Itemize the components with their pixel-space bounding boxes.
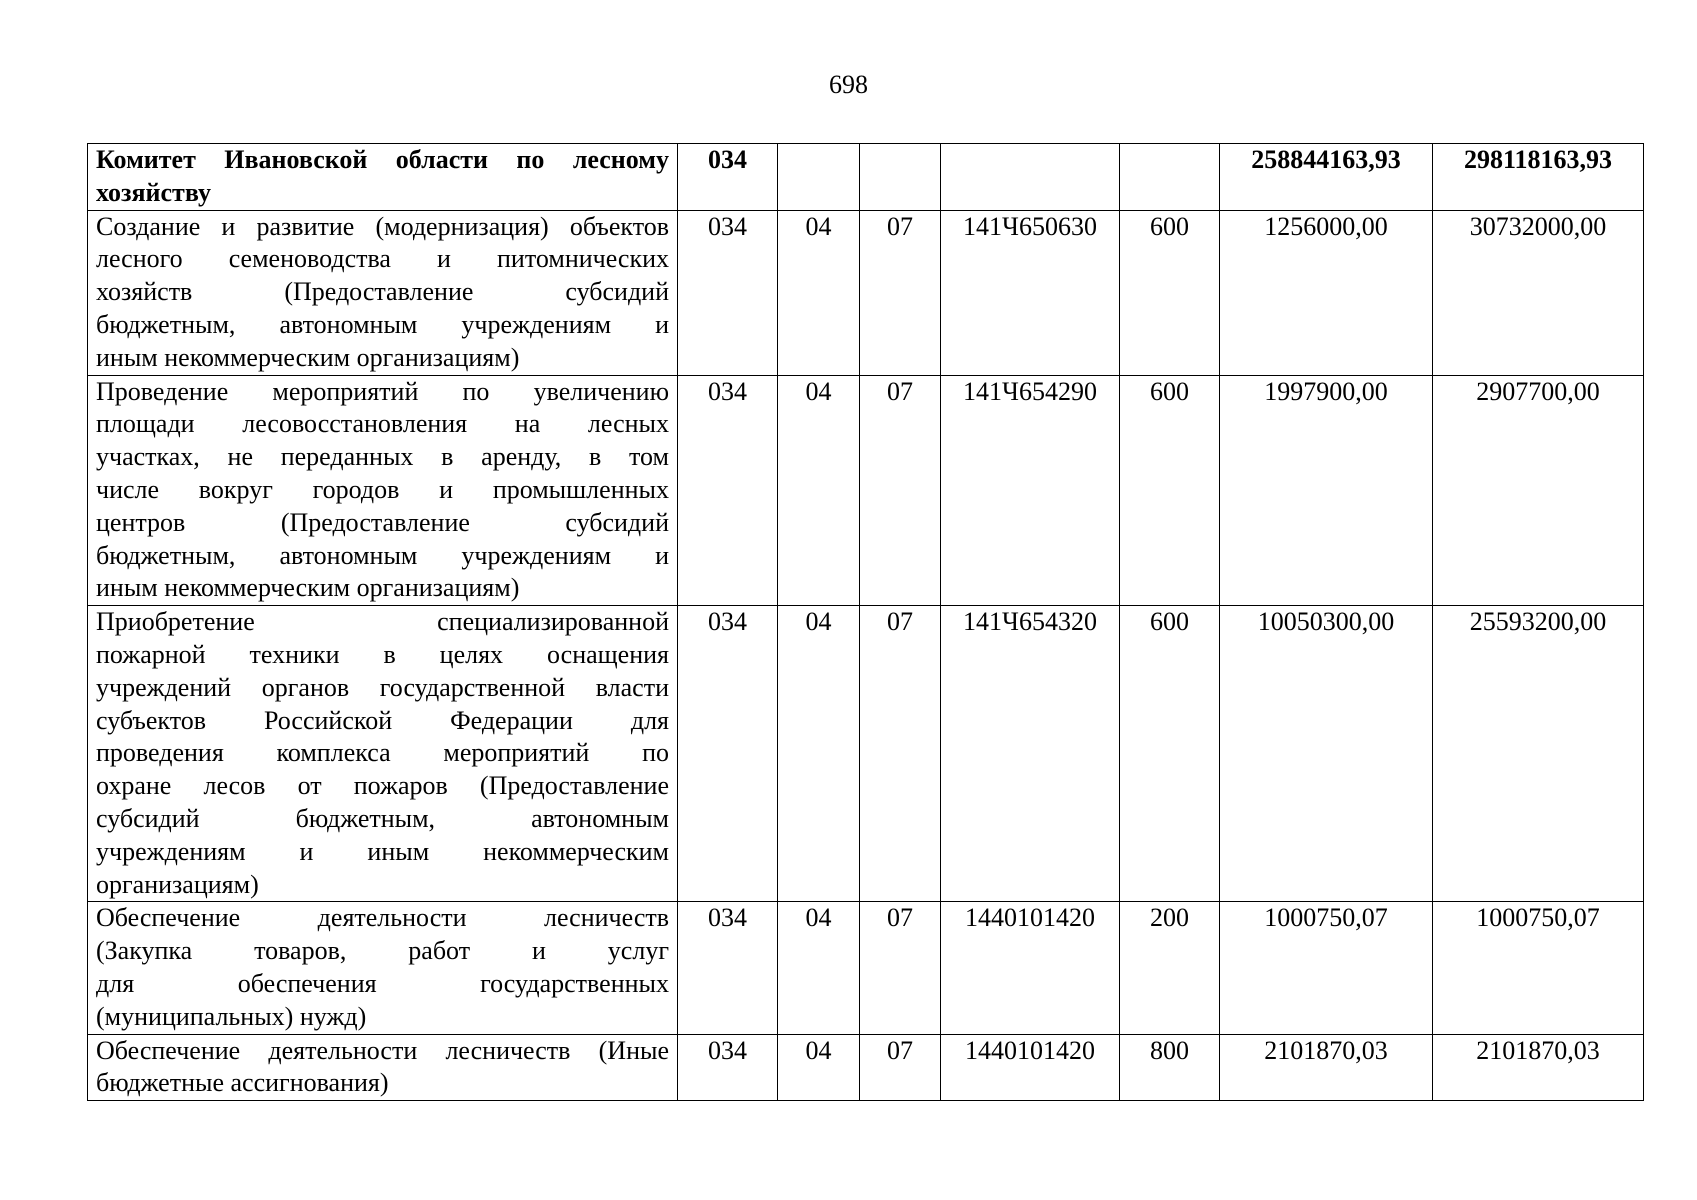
item-name-line: Создание и развитие (модернизация) объектов [96,211,669,241]
amount-year1-cell: 258844163,93 [1220,144,1433,211]
ved-code-cell: 034 [678,144,778,211]
amount-year1-cell: 10050300,00 [1220,606,1433,902]
item-name-cell [88,902,678,1034]
item-name-line: пожарной техники в целях оснащения [96,639,669,669]
subsection-code-cell: 07 [860,210,941,375]
target-article-cell: 141Ч654290 [941,375,1120,606]
item-name-cell [88,144,678,211]
expense-type-cell [1120,144,1220,211]
target-article-cell: 141Ч654320 [941,606,1120,902]
amount-year2-cell: 2907700,00 [1433,375,1644,606]
amount-year2-cell: 2101870,03 [1433,1034,1644,1101]
item-name-line: бюджетным, автономным учреждениям и [96,540,669,570]
table-row [88,1034,1644,1101]
table-row [88,606,1644,902]
budget-table [87,143,1644,1101]
section-code-cell: 04 [778,1034,860,1101]
amount-year1-cell: 1256000,00 [1220,210,1433,375]
item-name-cell [88,1034,678,1101]
item-name-cell [88,210,678,375]
section-code-cell: 04 [778,606,860,902]
amount-year2-cell: 298118163,93 [1433,144,1644,211]
item-name-line: учреждений органов государственной власти [96,672,669,702]
subsection-code-cell [860,144,941,211]
expense-type-cell: 600 [1120,606,1220,902]
subsection-code-cell: 07 [860,606,941,902]
subsection-code-cell: 07 [860,375,941,606]
section-code-cell: 04 [778,902,860,1034]
target-article-cell: 1440101420 [941,1034,1120,1101]
item-name-line: учреждениям и иным некоммерческим [96,836,669,866]
section-code-cell: 04 [778,210,860,375]
item-name-cell [88,606,678,902]
item-name-line: Обеспечение деятельности лесничеств (Иные [96,1035,669,1065]
item-name-line: (Закупка товаров, работ и услуг [96,936,669,966]
target-article-cell [941,144,1120,211]
section-code-cell: 04 [778,375,860,606]
amount-year2-cell: 25593200,00 [1433,606,1644,902]
item-name-line: субсидий бюджетным, автономным [96,803,669,833]
amount-year1-cell: 1000750,07 [1220,902,1433,1034]
subsection-code-cell: 07 [860,1034,941,1101]
item-name-line: иным некоммерческим организациям) [96,342,520,372]
expense-type-cell: 600 [1120,210,1220,375]
subsection-code-cell: 07 [860,902,941,1034]
amount-year2-cell: 1000750,07 [1433,902,1644,1034]
item-name-line: лесного семеноводства и питомнических [96,244,669,274]
item-name-line: числе вокруг городов и промышленных [96,474,669,504]
item-name-line: для обеспечения государственных [96,968,669,998]
item-name-line: (муниципальных) нужд) [96,1001,367,1031]
item-name-line: Обеспечение деятельности лесничеств [96,903,669,933]
item-name-line: Приобретение специализированной [96,607,669,637]
target-article-cell: 141Ч650630 [941,210,1120,375]
item-name-line: Проведение мероприятий по увеличению [96,376,669,406]
ved-code-cell: 034 [678,375,778,606]
expense-type-cell: 200 [1120,902,1220,1034]
expense-type-cell: 800 [1120,1034,1220,1101]
ved-code-cell: 034 [678,902,778,1034]
amount-year2-cell: 30732000,00 [1433,210,1644,375]
item-name-line: Комитет Ивановской области по лесному [96,145,669,174]
item-name-line: бюджетным, автономным учреждениям и [96,309,669,339]
table-row [88,144,1644,211]
ved-code-cell: 034 [678,210,778,375]
item-name-line: проведения комплекса мероприятий по [96,738,669,768]
amount-year1-cell: 2101870,03 [1220,1034,1433,1101]
item-name-line: охране лесов от пожаров (Предоставление [96,771,669,801]
item-name-line: участках, не переданных в аренду, в том [96,442,669,472]
item-name-line: организациям) [96,869,259,899]
item-name-line: площади лесовосстановления на лесных [96,409,669,439]
section-code-cell [778,144,860,211]
item-name-line: хозяйств (Предоставление субсидий [96,277,669,307]
item-name-cell [88,375,678,606]
item-name-line: субъектов Российской Федерации для [96,705,669,735]
page-number: 698 [829,70,868,99]
item-name-line: хозяйству [96,177,211,207]
ved-code-cell: 034 [678,1034,778,1101]
ved-code-cell: 034 [678,606,778,902]
item-name-line: центров (Предоставление субсидий [96,507,669,537]
target-article-cell: 1440101420 [941,902,1120,1034]
item-name-line: иным некоммерческим организациям) [96,573,520,603]
expense-type-cell: 600 [1120,375,1220,606]
table-body [88,144,1644,1101]
table-row [88,210,1644,375]
table-row [88,902,1644,1034]
item-name-line: бюджетные ассигнования) [96,1068,389,1098]
amount-year1-cell: 1997900,00 [1220,375,1433,606]
table-row [88,375,1644,606]
